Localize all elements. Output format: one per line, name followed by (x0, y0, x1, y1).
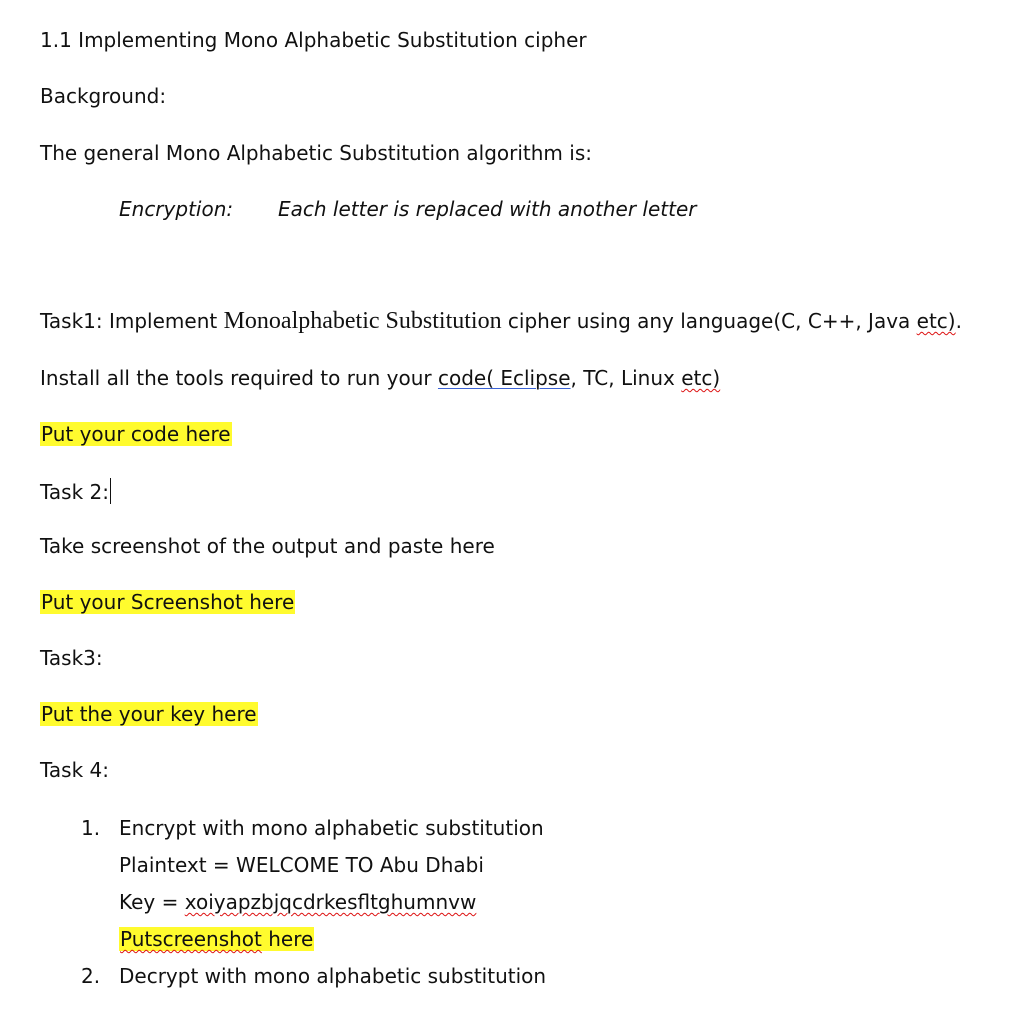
put-code-line (40, 422, 232, 446)
task1-emphasis: Monoalphabetic Substitution (223, 308, 502, 334)
put-screenshot-line-2 (81, 927, 314, 951)
list-item-2 (81, 964, 546, 988)
key-value: xoiyapzbjqcdrkesfltghumnvw (184, 890, 477, 914)
list-item-1-number: 1. (81, 816, 101, 840)
task3-label: Task3: (40, 646, 103, 670)
putscreenshot-word: Putscreenshot (120, 927, 262, 951)
task4-label: Task 4: (40, 758, 109, 782)
text-cursor (110, 478, 111, 504)
key-prefix: Key = (119, 890, 185, 914)
background-label: Background: (40, 84, 167, 108)
list-item-1-text: Encrypt with mono alphabetic substitution (119, 816, 544, 840)
task1-end: . (955, 309, 962, 333)
install-paragraph (40, 366, 720, 390)
put-screenshot-highlight: Put your Screenshot here (41, 590, 295, 614)
put-screenshot-line (40, 590, 295, 614)
list-item-2-text: Decrypt with mono alphabetic substitution (119, 964, 547, 988)
install-etc: etc) (681, 366, 721, 390)
put-screenshot-highlight-2 (119, 927, 314, 951)
plaintext-line: Plaintext = WELCOME TO Abu Dhabi (119, 853, 484, 877)
task1-middle: cipher using any language(C, C++, Java (501, 309, 917, 333)
key-line (81, 890, 476, 914)
install-middle: , TC, Linux (570, 366, 682, 390)
put-key-highlight: Put the your key here (41, 702, 257, 726)
put-screenshot-rest: here (261, 927, 314, 951)
task2-label: Task 2: (40, 480, 109, 504)
general-intro: The general Mono Alphabetic Substitution algorithm is: (40, 141, 592, 165)
task2-line[interactable] (40, 478, 111, 504)
install-code-eclipse: code( Eclipse (437, 366, 571, 390)
put-code-highlight: Put your code here (41, 422, 231, 446)
encryption-label: Encryption: (119, 197, 234, 221)
document-heading: 1.1 Implementing Mono Alphabetic Substitution cipher (40, 28, 587, 52)
encryption-description: Each letter is replaced with another letter (278, 197, 697, 221)
task1-etc: etc) (916, 309, 956, 333)
put-key-line (40, 702, 258, 726)
install-prefix: Install all the tools required to run your (40, 366, 438, 390)
task1-prefix: Task1: Implement (40, 309, 224, 333)
screenshot-instruction: Take screenshot of the output and paste here (40, 534, 495, 558)
task1-paragraph (40, 309, 962, 333)
list-item-2-number: 2. (81, 964, 101, 988)
list-item-1 (81, 816, 544, 840)
